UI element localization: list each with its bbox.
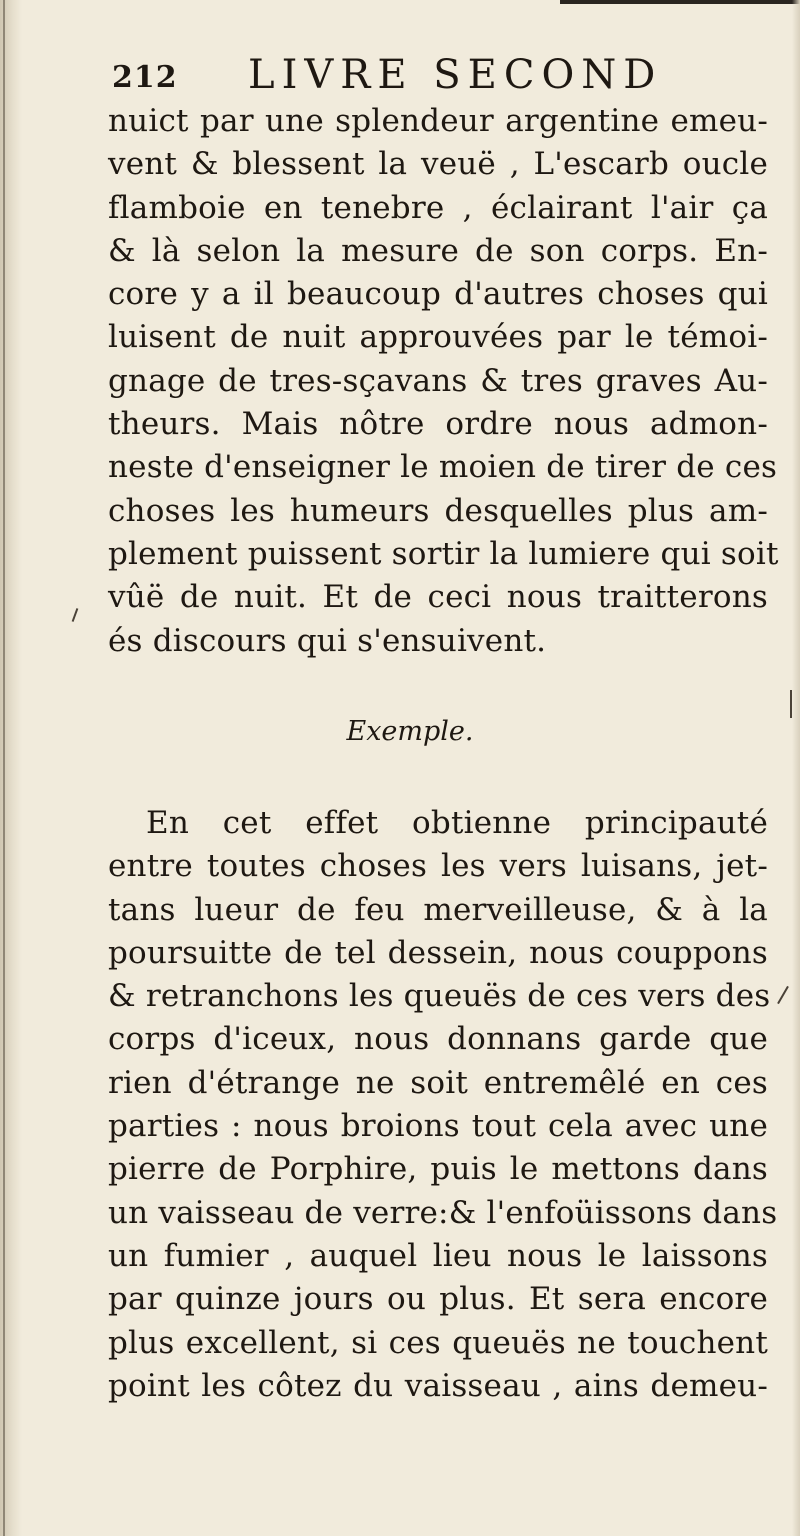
text-line: entre toutes choses les vers luisans, jet- bbox=[108, 848, 768, 885]
page-header bbox=[112, 48, 672, 104]
text-line: pierre de Porphire, puis le mettons dans bbox=[108, 1151, 768, 1188]
text-line: corps d'iceux, nous donnans garde que bbox=[108, 1021, 768, 1058]
page-top-edge bbox=[560, 0, 800, 4]
text-line: luisent de nuit approuvées par le témoi- bbox=[108, 319, 768, 356]
text-line: & retranchons les queuës de ces vers des bbox=[108, 978, 771, 1015]
paragraph-body bbox=[108, 100, 779, 663]
text-line: gnage de tres-sçavans & tres graves Au- bbox=[108, 362, 768, 399]
text-line: tans lueur de feu merveilleuse, & à la bbox=[108, 891, 768, 928]
page-right-edge bbox=[792, 0, 800, 1536]
text-line: parties : nous broions tout cela avec une bbox=[108, 1108, 768, 1145]
text-line: és discours qui s'ensuivent. bbox=[108, 622, 547, 659]
text-line: poursuitte de tel dessein, nous couppons bbox=[108, 934, 768, 971]
text-line: nuict par une splendeur argentine emeu- bbox=[108, 103, 768, 139]
text-line: vûë de nuit. Et de ceci nous traitterons bbox=[108, 579, 768, 616]
gutter-line bbox=[3, 0, 5, 1536]
text-line: un vaisseau de verre:& l'enfoüissons dans bbox=[108, 1194, 778, 1231]
text-line: flamboie en tenebre , éclairant l'air ça bbox=[108, 189, 768, 226]
margin-mark bbox=[790, 690, 792, 718]
section-heading: Exemple. bbox=[346, 716, 474, 747]
margin-mark bbox=[72, 608, 79, 622]
margin-mark bbox=[777, 986, 789, 1004]
text-line: plus excellent, si ces queuës ne touchent bbox=[108, 1324, 768, 1361]
text-line: point les côtez du vaisseau , ains demeu- bbox=[108, 1367, 768, 1404]
text-line: theurs. Mais nôtre ordre nous admon- bbox=[108, 406, 768, 443]
text-line: un fumier , auquel lieu nous le laissons bbox=[108, 1237, 768, 1274]
text-line: neste d'enseigner le moien de tirer de ces bbox=[108, 449, 778, 486]
text-line: choses les humeurs desquelles plus am- bbox=[108, 492, 768, 529]
text-line: & là selon la mesure de son corps. En- bbox=[108, 232, 768, 269]
page-number: 212 bbox=[112, 60, 178, 95]
text-line: rien d'étrange ne soit entremêlé en ces bbox=[108, 1064, 768, 1101]
text-line: plement puissent sortir la lumiere qui soit bbox=[108, 535, 779, 572]
paragraph-body bbox=[108, 802, 778, 1408]
text-line: vent & blessent la veuë , L'escarb oucle bbox=[108, 146, 768, 183]
running-head: LIVRE SECOND bbox=[248, 52, 663, 98]
text-line: En cet effet obtienne principauté bbox=[146, 805, 768, 841]
text-line: core y a il beaucoup d'autres choses qui bbox=[108, 276, 768, 313]
text-line: par quinze jours ou plus. Et sera encore bbox=[108, 1281, 768, 1318]
